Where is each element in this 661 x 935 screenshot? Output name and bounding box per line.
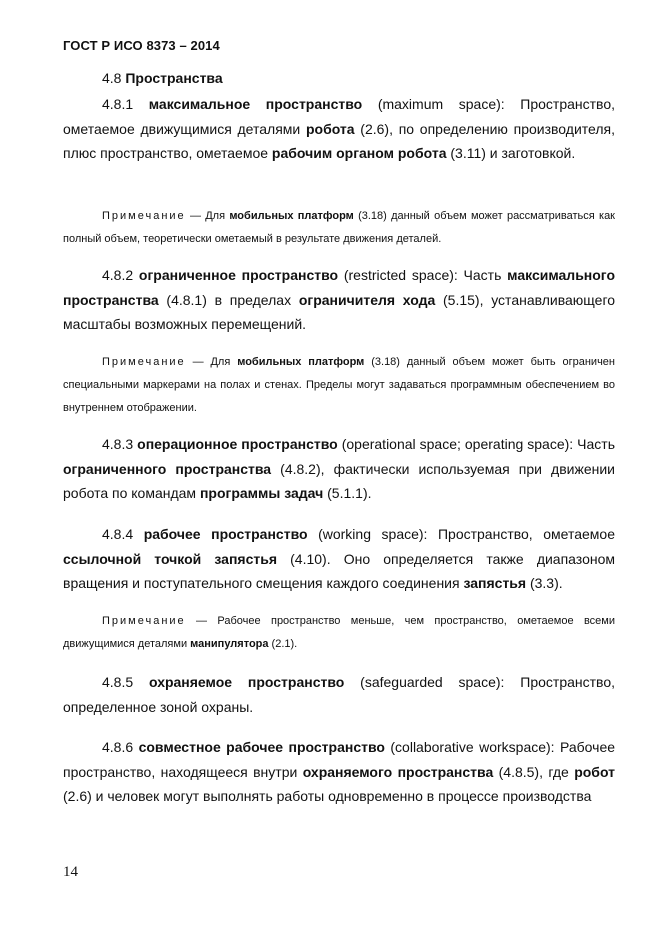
clause-number: 4.8.2 <box>102 267 134 283</box>
term-reference: запястья <box>463 575 527 591</box>
term-reference: охраняемого пространства <box>302 763 494 780</box>
clause-number: 4.8.1 <box>102 96 134 112</box>
term: ограниченное пространство <box>138 267 339 283</box>
paragraph-4-8-3: 4.8.3 операционное пространство (operational space; operating space): Часть ограниченного пространства (4.8.2), фактически используемая при движении робота по командам программы задач (5.1.1). <box>63 436 616 501</box>
term-reference: программы задач <box>199 485 324 501</box>
term-reference: робот <box>574 763 615 780</box>
note-label: Примечание <box>102 615 186 627</box>
term-reference: максимального пространства <box>63 267 616 308</box>
term-reference: мобильных платформ <box>229 210 354 222</box>
note-3: Примечание — Рабочее пространство меньше, чем пространство, ометаемое всеми движущимися деталями манипулятора (2.1). <box>63 615 615 650</box>
section-number: 4.8 <box>102 70 122 86</box>
section-heading <box>63 68 615 88</box>
paragraph-4-8-1: 4.8.1 максимальное пространство (maximum space): Пространство, ометаемое движущимися деталями робота (2.6), по определению производителя, плюс пространство, ометаемое рабочим органом робота (3.11) и заготовкой. <box>63 96 615 161</box>
section-title: Пространства <box>125 70 223 86</box>
clause-number: 4.8.3 <box>102 436 134 452</box>
term-reference: рабочим органом робота <box>271 145 447 161</box>
term-reference: ограничителя хода <box>298 291 436 308</box>
paragraph-4-8-4: 4.8.4 рабочее пространство (working space): Пространство, ометаемое ссылочной точкой запястья (4.10). Оно определяется также диапазоном вращения и поступательного смещения каждого соединения запястья (3.3). <box>63 526 615 591</box>
term: совместное рабочее пространство <box>138 739 385 755</box>
document-header: ГОСТ Р ИСО 8373 – 2014 <box>63 38 220 53</box>
term: рабочее пространство <box>143 526 308 542</box>
term-reference: мобильных платформ <box>237 356 365 368</box>
clause-number: 4.8.5 <box>102 674 134 690</box>
clause-number: 4.8.6 <box>102 739 134 755</box>
paragraph-4-8-5: 4.8.5 охраняемое пространство (safeguarded space): Пространство, определенное зоной охраны. <box>63 674 615 715</box>
term-reference: ограниченного пространства <box>63 460 272 477</box>
paragraph-4-8-6: 4.8.6 совместное рабочее пространство (collaborative workspace): Рабочее пространство, находящееся внутри охраняемого пространства (4.8.5), где робот (2.6) и человек могут выполнять работы одновременно в процессе производства <box>63 739 616 804</box>
note-label: Примечание <box>102 210 186 222</box>
note-2: Примечание — Для мобильных платформ (3.18) данный объем может быть ограничен специальными маркерами на полах и стенах. Пределы могут задаваться программным обеспечением во внутреннем отображении. <box>63 356 615 414</box>
page-number: 14 <box>63 864 78 880</box>
term: охраняемое пространство <box>148 674 345 690</box>
term: максимальное пространство <box>148 96 363 112</box>
term: операционное пространство <box>137 436 338 452</box>
note-1: Примечание — Для мобильных платформ (3.18) данный объем может рассматриваться как полный объем, теоретически ометаемый в результате движения деталей. <box>63 210 615 245</box>
clause-number: 4.8.4 <box>102 526 134 542</box>
term-reference: ссылочной точкой запястья <box>63 550 278 567</box>
paragraph-4-8-2: 4.8.2 ограниченное пространство (restricted space): Часть максимального пространства (4.8.1) в пределах ограничителя хода (5.15), устанавливающего масштабы возможных перемещений. <box>63 267 616 332</box>
term-reference: робота <box>305 120 355 137</box>
note-label: Примечание <box>102 356 186 368</box>
term-reference: манипулятора <box>190 638 269 650</box>
